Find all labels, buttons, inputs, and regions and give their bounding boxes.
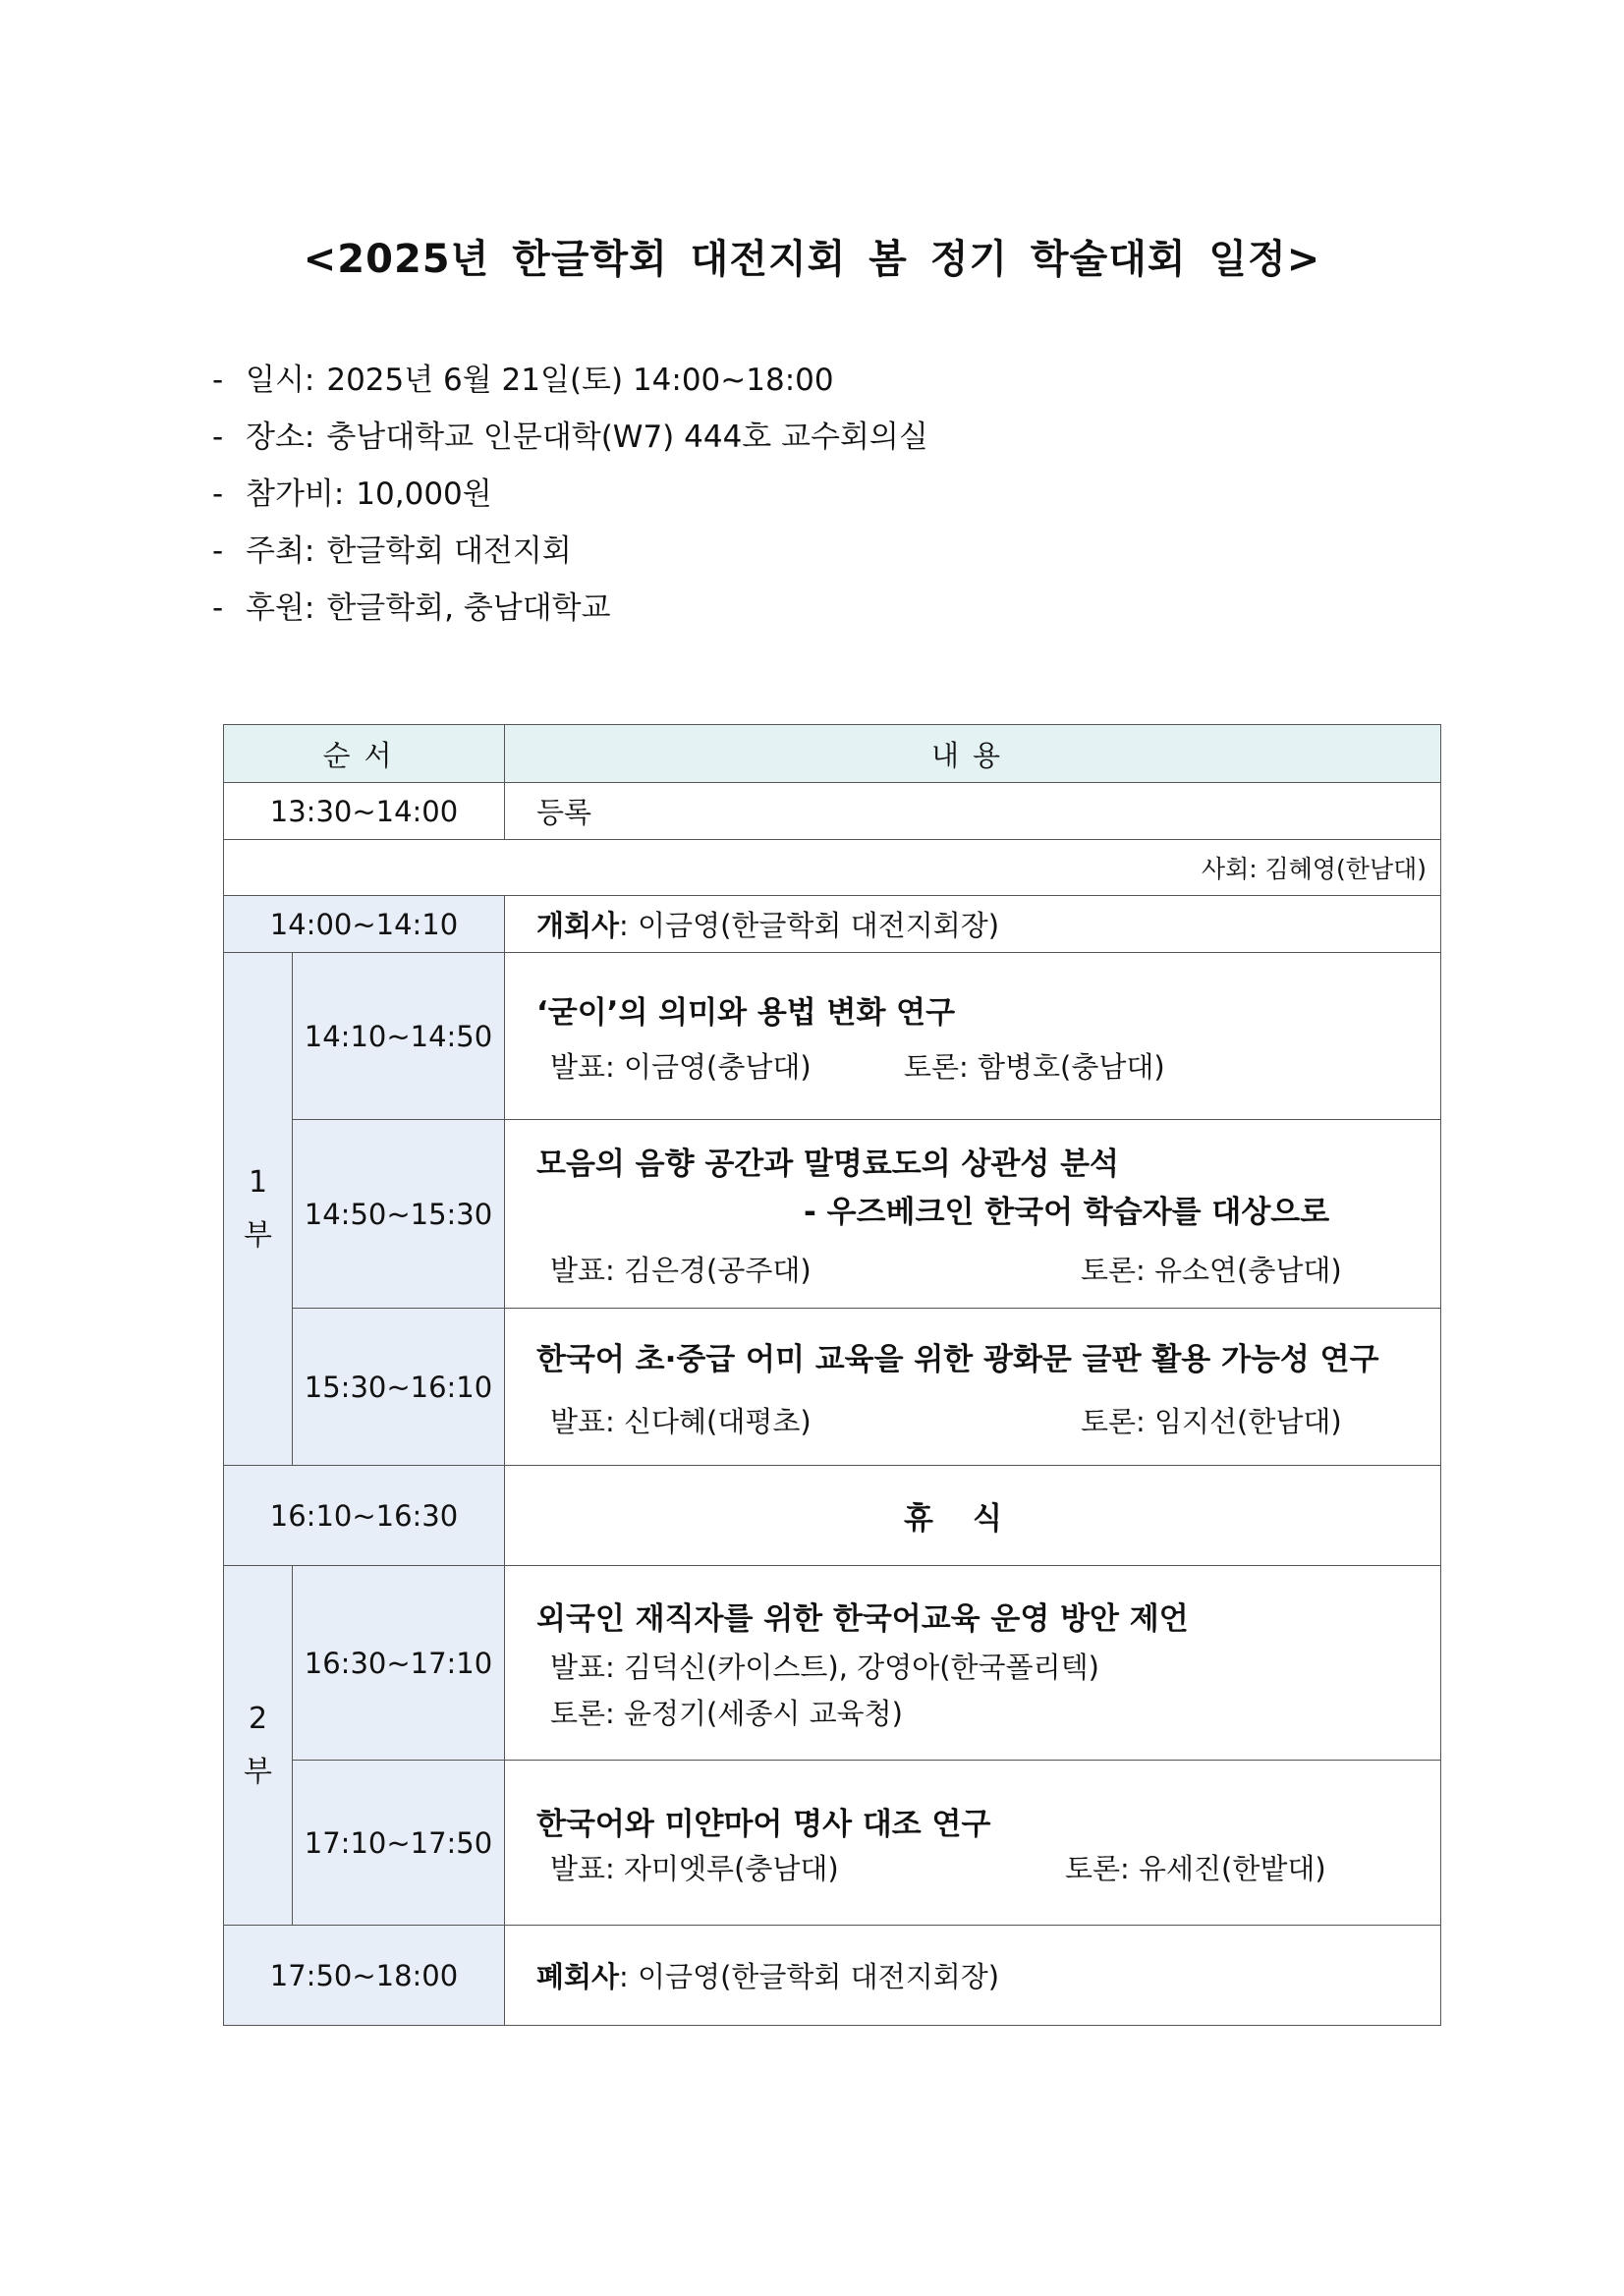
table-row xyxy=(224,1309,1441,1466)
info-value: 충남대학교 인문대학(W7) 444호 교수회의실 xyxy=(326,420,928,455)
table-row xyxy=(224,953,1441,1120)
table-row xyxy=(224,1761,1441,1926)
registration-time: 13:30~14:00 xyxy=(224,783,505,840)
break-time: 16:10~16:30 xyxy=(224,1466,505,1566)
session-presenter: 발표: 김은경(공주대) xyxy=(550,1254,812,1287)
table-row xyxy=(224,1466,1441,1566)
info-value: 10,000원 xyxy=(356,476,492,512)
table-header-row xyxy=(224,725,1441,783)
part2-label xyxy=(224,1566,293,1926)
session-content xyxy=(505,1566,1441,1761)
table-row xyxy=(224,1120,1441,1309)
session-discussant: 토론: 함병호(충남대) xyxy=(904,1049,1165,1084)
info-date xyxy=(212,352,928,409)
session-content xyxy=(505,1120,1441,1309)
info-value: 2025년 6월 21일(토) 14:00~18:00 xyxy=(326,363,834,398)
opening-time: 14:00~14:10 xyxy=(224,896,505,953)
info-label: 주최: xyxy=(246,533,315,569)
info-fee xyxy=(212,466,928,523)
session-people xyxy=(536,1847,1440,1887)
closing-speaker: : 이금영(한글학회 대전지회장) xyxy=(619,1960,1000,1993)
event-info-list xyxy=(212,352,928,637)
info-dash: - xyxy=(212,420,224,455)
session-people xyxy=(536,1045,1440,1086)
session-title: ‘굳이’의 의미와 용법 변화 연구 xyxy=(536,994,956,1031)
session-content xyxy=(505,1761,1441,1926)
table-row xyxy=(224,783,1441,840)
session-content xyxy=(505,1309,1441,1466)
table-row xyxy=(224,1566,1441,1761)
session-presenter: 발표: 자미엣루(충남대) xyxy=(550,1851,839,1885)
table-row xyxy=(224,1926,1441,2026)
info-value: 한글학회, 충남대학교 xyxy=(326,590,611,626)
info-dash: - xyxy=(212,533,224,569)
session-time: 14:50~15:30 xyxy=(293,1120,505,1309)
session-discussant: 토론: 유세진(한밭대) xyxy=(1065,1851,1326,1885)
session-discussant: 토론: 윤정기(세종시 교육청) xyxy=(550,1697,903,1730)
info-dash: - xyxy=(212,476,224,512)
opening-speaker: : 이금영(한글학회 대전지회장) xyxy=(619,909,1000,942)
session-title: 모음의 음향 공간과 말명료도의 상관성 분석 xyxy=(536,1147,1119,1182)
header-content: 내용 xyxy=(505,725,1441,783)
session-presenter: 발표: 이금영(충남대) xyxy=(550,1049,812,1084)
table-row xyxy=(224,840,1441,896)
info-value: 한글학회 대전지회 xyxy=(326,533,572,569)
part2-word: 부 xyxy=(244,1754,272,1789)
info-label: 일시: xyxy=(246,363,315,398)
session-content xyxy=(505,953,1441,1120)
part1-num: 1 xyxy=(248,1164,268,1200)
break-label: 휴식 xyxy=(505,1466,1441,1566)
session-time: 14:10~14:50 xyxy=(293,953,505,1120)
session-people xyxy=(536,1400,1440,1440)
schedule-table xyxy=(223,724,1441,2026)
opening-label: 개회사 xyxy=(536,909,620,942)
part1-word: 부 xyxy=(244,1217,272,1253)
session-subtitle: - 우즈베크인 한국어 학습자를 대상으로 xyxy=(804,1195,1330,1230)
closing-label: 폐회사 xyxy=(536,1960,620,1993)
info-dash: - xyxy=(212,590,224,626)
session-title: 외국인 재직자를 위한 한국어교육 운영 방안 제언 xyxy=(536,1601,1189,1637)
session-title: 한국어 초·중급 어미 교육을 위한 광화문 글판 활용 가능성 연구 xyxy=(536,1341,1379,1377)
info-dash: - xyxy=(212,363,224,398)
info-sponsor xyxy=(212,580,928,637)
info-label: 장소: xyxy=(246,420,315,455)
registration-content: 등록 xyxy=(505,783,1441,840)
part1-label xyxy=(224,953,293,1466)
header-order: 순서 xyxy=(224,725,505,783)
session-title: 한국어와 미얀마어 명사 대조 연구 xyxy=(536,1806,991,1842)
session-presenter: 발표: 신다혜(대평초) xyxy=(550,1404,812,1438)
opening-content xyxy=(505,896,1441,953)
session-time: 16:30~17:10 xyxy=(293,1566,505,1761)
info-label: 후원: xyxy=(246,590,315,626)
closing-content xyxy=(505,1926,1441,2026)
session-time: 15:30~16:10 xyxy=(293,1309,505,1466)
closing-time: 17:50~18:00 xyxy=(224,1926,505,2026)
part2-num: 2 xyxy=(248,1701,268,1736)
info-label: 참가비: xyxy=(246,476,345,512)
session-discussant: 토론: 유소연(충남대) xyxy=(1081,1254,1342,1287)
info-venue xyxy=(212,409,928,466)
info-organizer xyxy=(212,523,928,580)
table-row xyxy=(224,896,1441,953)
session-people xyxy=(536,1249,1440,1289)
session-discussant: 토론: 임지선(한남대) xyxy=(1081,1404,1342,1438)
host-info: 사회: 김혜영(한남대) xyxy=(224,840,1441,896)
page-title: <2025년 한글학회 대전지회 봄 정기 학술대회 일정> xyxy=(303,237,1321,282)
session-presenter: 발표: 김덕신(카이스트), 강영아(한국폴리텍) xyxy=(550,1651,1099,1684)
session-time: 17:10~17:50 xyxy=(293,1761,505,1926)
